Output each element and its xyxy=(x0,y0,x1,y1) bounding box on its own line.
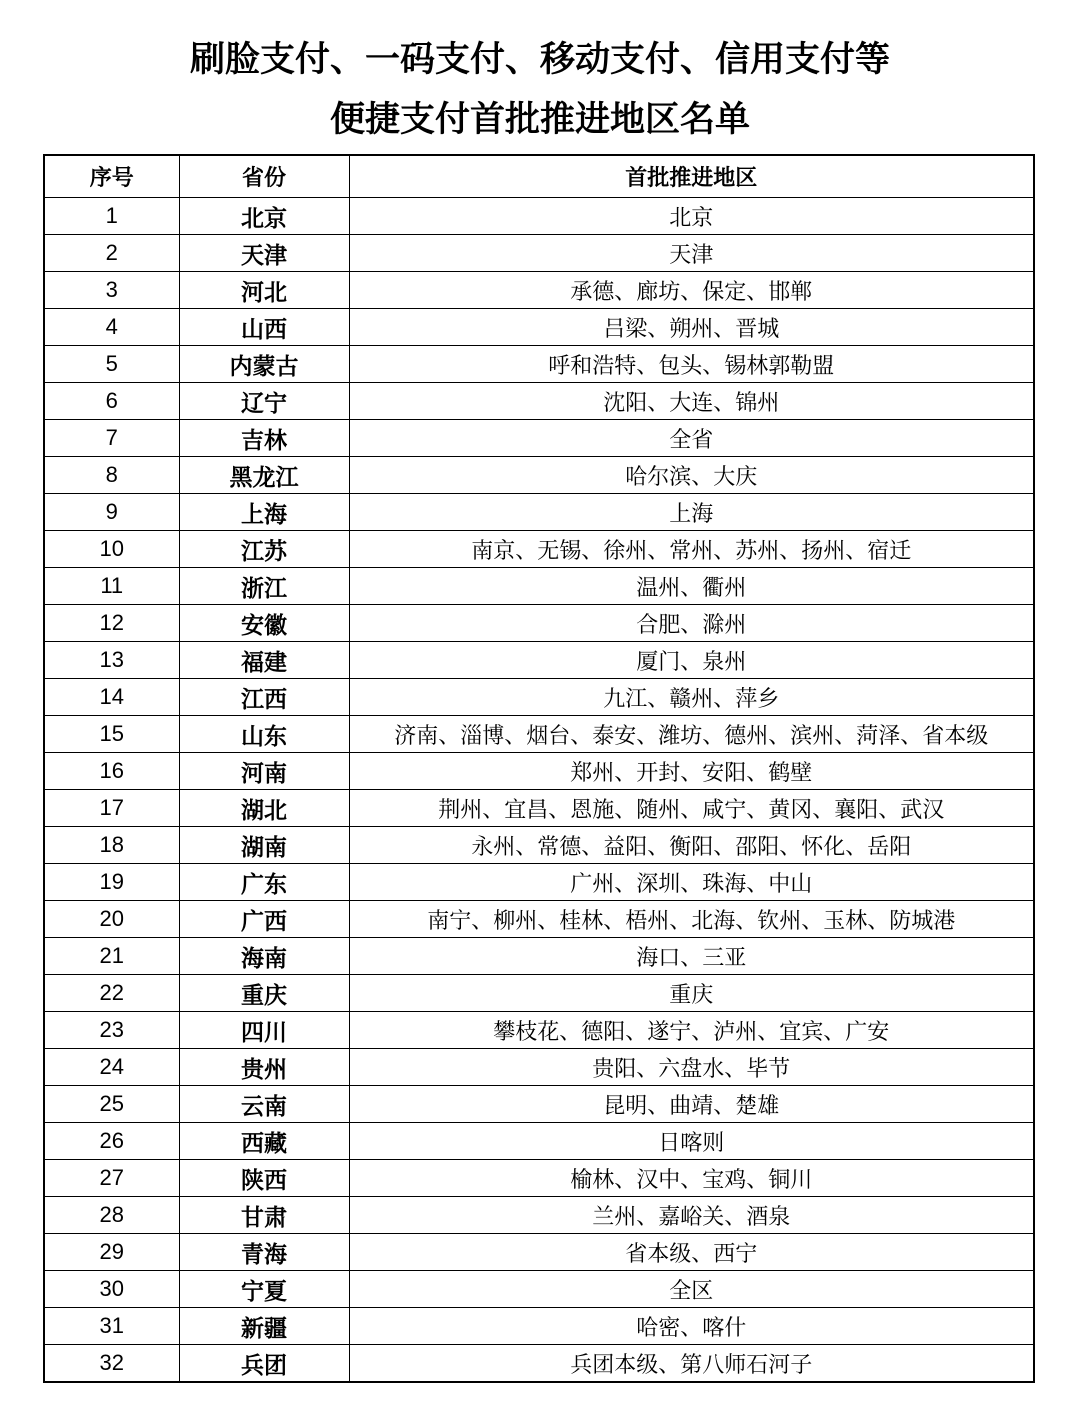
table-header-row xyxy=(44,155,1034,198)
row-index-cell: 25 xyxy=(44,1086,179,1123)
row-regions-cell: 广州、深圳、珠海、中山 xyxy=(349,864,1034,901)
row-province-cell: 宁夏 xyxy=(179,1271,349,1308)
table-row xyxy=(44,679,1034,716)
row-province-cell: 山东 xyxy=(179,716,349,753)
table-row xyxy=(44,1086,1034,1123)
header-cell-index: 序号 xyxy=(44,155,179,198)
table-header xyxy=(44,155,1034,198)
row-index-cell: 11 xyxy=(44,568,179,605)
row-index-cell: 21 xyxy=(44,938,179,975)
row-province-cell: 重庆 xyxy=(179,975,349,1012)
document-title-line1: 刷脸支付、一码支付、移动支付、信用支付等 xyxy=(189,40,890,79)
row-index-cell: 9 xyxy=(44,494,179,531)
row-regions-cell: 攀枝花、德阳、遂宁、泸州、宜宾、广安 xyxy=(349,1012,1034,1049)
row-regions-cell: 上海 xyxy=(349,494,1034,531)
row-province-cell: 兵团 xyxy=(179,1345,349,1383)
table-row xyxy=(44,790,1034,827)
row-province-cell: 青海 xyxy=(179,1234,349,1271)
row-province-cell: 北京 xyxy=(179,198,349,235)
row-province-cell: 内蒙古 xyxy=(179,346,349,383)
row-index-cell: 7 xyxy=(44,420,179,457)
row-regions-cell: 温州、衢州 xyxy=(349,568,1034,605)
row-index-cell: 15 xyxy=(44,716,179,753)
row-regions-cell: 兰州、嘉峪关、酒泉 xyxy=(349,1197,1034,1234)
row-province-cell: 海南 xyxy=(179,938,349,975)
row-regions-cell: 天津 xyxy=(349,235,1034,272)
row-province-cell: 江西 xyxy=(179,679,349,716)
table-row xyxy=(44,568,1034,605)
row-regions-cell: 厦门、泉州 xyxy=(349,642,1034,679)
table-row xyxy=(44,901,1034,938)
row-index-cell: 22 xyxy=(44,975,179,1012)
row-index-cell: 2 xyxy=(44,235,179,272)
row-index-cell: 19 xyxy=(44,864,179,901)
regions-table xyxy=(43,154,1035,1383)
row-index-cell: 29 xyxy=(44,1234,179,1271)
table-row xyxy=(44,494,1034,531)
row-index-cell: 24 xyxy=(44,1049,179,1086)
row-regions-cell: 南宁、柳州、桂林、梧州、北海、钦州、玉林、防城港 xyxy=(349,901,1034,938)
row-regions-cell: 南京、无锡、徐州、常州、苏州、扬州、宿迁 xyxy=(349,531,1034,568)
row-province-cell: 辽宁 xyxy=(179,383,349,420)
row-index-cell: 26 xyxy=(44,1123,179,1160)
row-index-cell: 28 xyxy=(44,1197,179,1234)
row-index-cell: 12 xyxy=(44,605,179,642)
row-index-cell: 16 xyxy=(44,753,179,790)
row-province-cell: 安徽 xyxy=(179,605,349,642)
table-row xyxy=(44,1234,1034,1271)
header-cell-province: 省份 xyxy=(179,155,349,198)
table-row xyxy=(44,975,1034,1012)
header-cell-regions: 首批推进地区 xyxy=(349,155,1034,198)
table-row xyxy=(44,938,1034,975)
row-province-cell: 黑龙江 xyxy=(179,457,349,494)
row-province-cell: 甘肃 xyxy=(179,1197,349,1234)
row-index-cell: 5 xyxy=(44,346,179,383)
row-province-cell: 吉林 xyxy=(179,420,349,457)
row-province-cell: 新疆 xyxy=(179,1308,349,1345)
row-regions-cell: 荆州、宜昌、恩施、随州、咸宁、黄冈、襄阳、武汉 xyxy=(349,790,1034,827)
row-province-cell: 山西 xyxy=(179,309,349,346)
table-row xyxy=(44,235,1034,272)
row-regions-cell: 日喀则 xyxy=(349,1123,1034,1160)
row-regions-cell: 呼和浩特、包头、锡林郭勒盟 xyxy=(349,346,1034,383)
row-index-cell: 13 xyxy=(44,642,179,679)
table-row xyxy=(44,383,1034,420)
row-index-cell: 3 xyxy=(44,272,179,309)
row-regions-cell: 吕梁、朔州、晋城 xyxy=(349,309,1034,346)
table-row xyxy=(44,753,1034,790)
row-regions-cell: 北京 xyxy=(349,198,1034,235)
table-row xyxy=(44,827,1034,864)
row-index-cell: 17 xyxy=(44,790,179,827)
row-regions-cell: 省本级、西宁 xyxy=(349,1234,1034,1271)
table-row xyxy=(44,1049,1034,1086)
row-regions-cell: 全区 xyxy=(349,1271,1034,1308)
row-regions-cell: 九江、赣州、萍乡 xyxy=(349,679,1034,716)
table-row xyxy=(44,605,1034,642)
row-index-cell: 30 xyxy=(44,1271,179,1308)
row-regions-cell: 承德、廊坊、保定、邯郸 xyxy=(349,272,1034,309)
row-province-cell: 西藏 xyxy=(179,1123,349,1160)
row-province-cell: 河南 xyxy=(179,753,349,790)
row-province-cell: 云南 xyxy=(179,1086,349,1123)
row-province-cell: 上海 xyxy=(179,494,349,531)
table-row xyxy=(44,1308,1034,1345)
table-row xyxy=(44,864,1034,901)
row-province-cell: 陕西 xyxy=(179,1160,349,1197)
table-row xyxy=(44,531,1034,568)
row-regions-cell: 济南、淄博、烟台、泰安、潍坊、德州、滨州、菏泽、省本级 xyxy=(349,716,1034,753)
table-row xyxy=(44,642,1034,679)
table-row xyxy=(44,420,1034,457)
table-body xyxy=(44,198,1034,1383)
row-index-cell: 32 xyxy=(44,1345,179,1383)
row-regions-cell: 重庆 xyxy=(349,975,1034,1012)
row-regions-cell: 沈阳、大连、锦州 xyxy=(349,383,1034,420)
row-province-cell: 浙江 xyxy=(179,568,349,605)
row-index-cell: 1 xyxy=(44,198,179,235)
row-index-cell: 4 xyxy=(44,309,179,346)
row-regions-cell: 全省 xyxy=(349,420,1034,457)
table-row xyxy=(44,1123,1034,1160)
row-province-cell: 河北 xyxy=(179,272,349,309)
table-row xyxy=(44,1197,1034,1234)
row-index-cell: 18 xyxy=(44,827,179,864)
row-regions-cell: 永州、常德、益阳、衡阳、邵阳、怀化、岳阳 xyxy=(349,827,1034,864)
row-index-cell: 23 xyxy=(44,1012,179,1049)
row-regions-cell: 哈尔滨、大庆 xyxy=(349,457,1034,494)
table-row xyxy=(44,1160,1034,1197)
table-row xyxy=(44,272,1034,309)
row-regions-cell: 贵阳、六盘水、毕节 xyxy=(349,1049,1034,1086)
document-title-line2: 便捷支付首批推进地区名单 xyxy=(329,100,750,139)
table-row xyxy=(44,198,1034,235)
row-province-cell: 江苏 xyxy=(179,531,349,568)
row-province-cell: 湖南 xyxy=(179,827,349,864)
row-regions-cell: 郑州、开封、安阳、鹤壁 xyxy=(349,753,1034,790)
row-regions-cell: 昆明、曲靖、楚雄 xyxy=(349,1086,1034,1123)
row-province-cell: 湖北 xyxy=(179,790,349,827)
row-regions-cell: 合肥、滁州 xyxy=(349,605,1034,642)
row-province-cell: 贵州 xyxy=(179,1049,349,1086)
row-index-cell: 31 xyxy=(44,1308,179,1345)
row-index-cell: 14 xyxy=(44,679,179,716)
row-index-cell: 20 xyxy=(44,901,179,938)
row-regions-cell: 兵团本级、第八师石河子 xyxy=(349,1345,1034,1383)
row-province-cell: 广西 xyxy=(179,901,349,938)
row-province-cell: 四川 xyxy=(179,1012,349,1049)
table-row xyxy=(44,716,1034,753)
table-row xyxy=(44,1345,1034,1383)
table-row xyxy=(44,346,1034,383)
table-row xyxy=(44,309,1034,346)
row-index-cell: 6 xyxy=(44,383,179,420)
row-index-cell: 27 xyxy=(44,1160,179,1197)
row-index-cell: 8 xyxy=(44,457,179,494)
row-province-cell: 福建 xyxy=(179,642,349,679)
row-regions-cell: 哈密、喀什 xyxy=(349,1308,1034,1345)
row-province-cell: 广东 xyxy=(179,864,349,901)
table-row xyxy=(44,1271,1034,1308)
table-row xyxy=(44,1012,1034,1049)
row-regions-cell: 榆林、汉中、宝鸡、铜川 xyxy=(349,1160,1034,1197)
row-province-cell: 天津 xyxy=(179,235,349,272)
table-row xyxy=(44,457,1034,494)
row-regions-cell: 海口、三亚 xyxy=(349,938,1034,975)
row-index-cell: 10 xyxy=(44,531,179,568)
